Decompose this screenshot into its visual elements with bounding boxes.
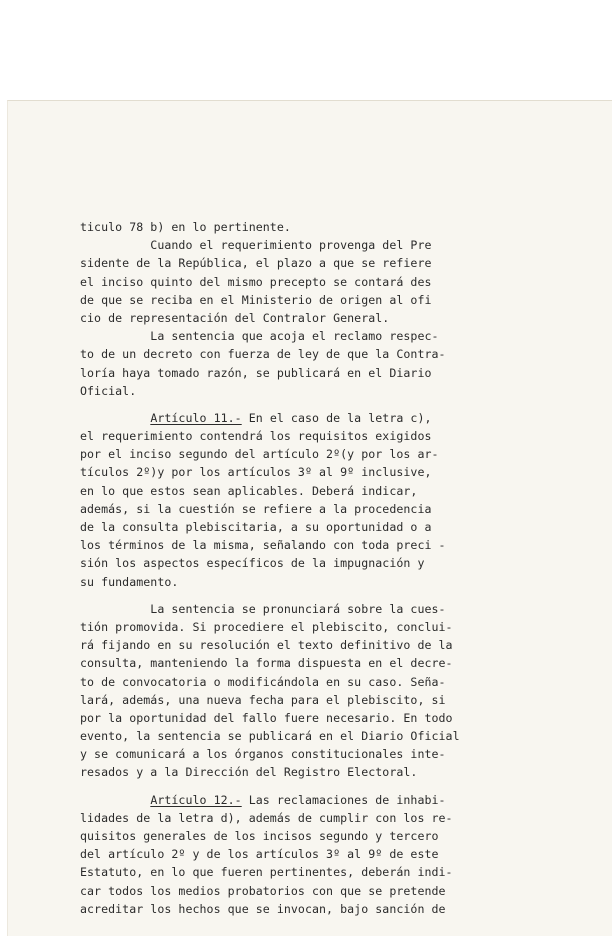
- article-heading-line: [80, 791, 500, 809]
- text-line: por el inciso segundo del artículo 2º(y por los ar-: [80, 447, 439, 462]
- text-line: por la oportunidad del fallo fuere necesario. En todo: [80, 710, 453, 725]
- text-line: quisitos generales de los incisos segundo y tercero: [80, 829, 439, 843]
- text-line: de que se reciba en el Ministerio de origen al ofi: [80, 292, 432, 307]
- text-line: lidades de la letra d), además de cumplir con los re-: [80, 810, 453, 825]
- text-line: ticulo 78 b) en lo pertinente.: [80, 220, 291, 234]
- text-line: La sentencia se pronunciará sobre la cues-: [80, 601, 446, 616]
- text-line: Estatuto, en lo que fueren pertinentes, deberán indi-: [80, 865, 453, 880]
- text-line: su fundamento.: [80, 574, 179, 589]
- text-line: rá fijando en su resolución el texto definitivo de la: [80, 638, 453, 653]
- document-body: [80, 218, 500, 918]
- text-line: Cuando el requerimiento provenga del Pre: [80, 238, 432, 253]
- text-line: el requerimiento contendrá los requisitos exigidos: [80, 429, 432, 444]
- text-line: loría haya tomado razón, se publicará en el Diario: [80, 365, 432, 380]
- text-line: evento, la sentencia se publicará en el Diario Oficial: [80, 729, 460, 744]
- text-line: car todos los medios probatorios con que se pretende: [80, 883, 446, 898]
- text-line: de la consulta plebiscitaria, a su oportunidad o a: [80, 520, 432, 534]
- text-line: sidente de la República, el plazo a que se refiere: [80, 256, 432, 271]
- text-line: Las reclamaciones de inhabi-: [241, 792, 446, 807]
- text-line: tículos 2º)y por los artículos 3º al 9º inclusive,: [80, 465, 432, 480]
- article-heading-line: [80, 409, 500, 427]
- text-line: resados y a la Dirección del Registro Electoral.: [80, 765, 418, 780]
- text-line: tión promovida. Si procediere el plebiscito, conclui-: [80, 619, 453, 634]
- article-11-heading: Artículo 11.-: [150, 410, 242, 425]
- text-line: En el caso de la letra c),: [241, 410, 432, 425]
- text-line: Oficial.: [80, 383, 137, 398]
- text-line: cio de representación del Contralor General.: [80, 310, 390, 325]
- text-line: to de convocatoria o modificándola en su caso. Seña-: [80, 674, 446, 689]
- text-line: en lo que estos sean aplicables. Deberá indicar,: [80, 483, 418, 498]
- text-line: acreditar los hechos que se invocan, bajo sanción de: [80, 901, 446, 916]
- article-12-heading: Artículo 12.-: [150, 792, 242, 807]
- text-line: y se comunicará a los órganos constitucionales inte-: [80, 747, 446, 762]
- text-line: to de un decreto con fuerza de ley de que la Contra-: [80, 347, 446, 362]
- text-line: lará, además, una nueva fecha para el plebiscito, si: [80, 692, 446, 707]
- text-line: los términos de la misma, señalando con toda preci -: [80, 538, 446, 553]
- text-line: además, si la cuestión se refiere a la procedencia: [80, 501, 432, 516]
- text-line: consulta, manteniendo la forma dispuesta en el decre-: [80, 656, 453, 671]
- text-line: el inciso quinto del mismo precepto se contará des: [80, 274, 432, 289]
- text-line: del artículo 2º y de los artículos 3º al 9º de este: [80, 847, 439, 862]
- text-line: La sentencia que acoja el reclamo respec-: [80, 329, 439, 344]
- text-line: sión los aspectos específicos de la impugnación y: [80, 556, 425, 571]
